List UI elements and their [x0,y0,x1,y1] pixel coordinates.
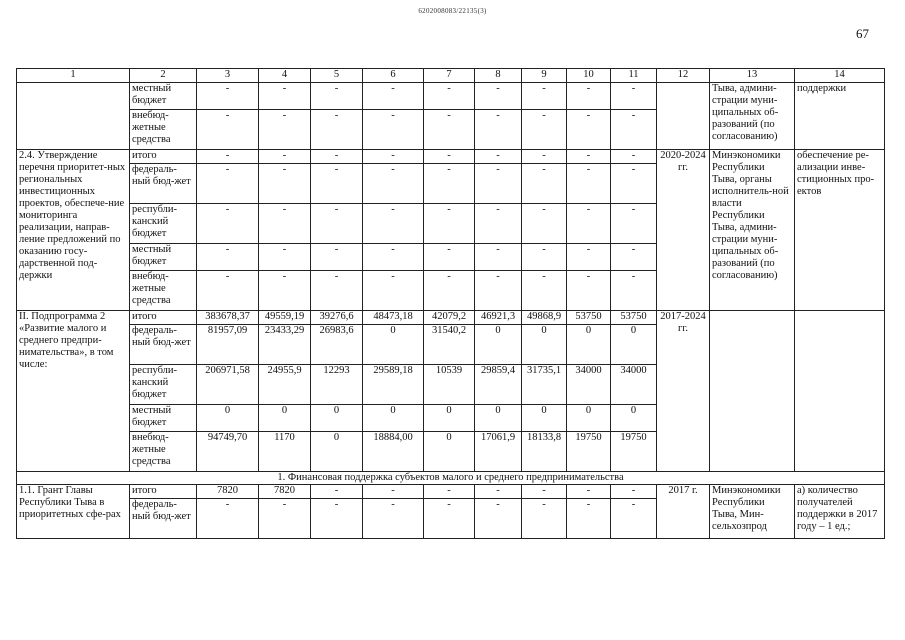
amount-cell: 49559,19 [259,311,311,325]
measure-name: 2.4. Утверждение перечня приоритет-ных региональных инвестиционных проектов, обеспече-ние мониторинга реализации, направ-ление предложений по оказанию госу-дарственной под-держки [17,150,130,311]
amount-cell: - [567,110,611,150]
amount-cell: - [363,150,424,164]
funding-source: федераль-ный бюд-жет [130,325,197,365]
section-title: 1. Финансовая поддержка субъектов малого и среднего предпринимательства [17,472,885,485]
column-number: 9 [522,69,567,83]
page-number: 67 [856,26,869,41]
amount-cell: - [522,499,567,539]
amount-cell: - [363,244,424,271]
result-cell: поддержки [795,83,885,150]
amount-cell: - [259,499,311,539]
amount-cell: - [522,271,567,311]
amount-cell: 94749,70 [197,432,259,472]
amount-cell: - [424,244,475,271]
table-row [17,311,885,325]
amount-cell: 0 [475,325,522,365]
executor-cell: Тыва, админи-страции муни-ципальных об-разований (по согласованию) [710,83,795,150]
executor-cell: Минэкономики Республики Тыва, Мин-сельхозпрод [710,485,795,539]
amount-cell: 29589,18 [363,365,424,405]
funding-source: федераль-ный бюд-жет [130,164,197,204]
amount-cell: - [259,164,311,204]
amount-cell: - [567,244,611,271]
amount-cell: - [363,83,424,110]
amount-cell: - [611,499,657,539]
amount-cell: 0 [197,405,259,432]
amount-cell: 0 [424,432,475,472]
amount-cell: - [311,83,363,110]
amount-cell: 7820 [259,485,311,499]
amount-cell: - [363,499,424,539]
amount-cell: - [311,485,363,499]
funding-source: республи-канский бюджет [130,204,197,244]
amount-cell: - [311,204,363,244]
amount-cell: 18133,8 [522,432,567,472]
amount-cell: 12293 [311,365,363,405]
amount-cell: - [363,204,424,244]
amount-cell: 1170 [259,432,311,472]
amount-cell: - [611,271,657,311]
amount-cell: - [424,499,475,539]
amount-cell: - [475,499,522,539]
table-row [17,83,885,110]
amount-cell: - [424,110,475,150]
amount-cell: 0 [522,325,567,365]
amount-cell: - [363,271,424,311]
amount-cell: - [197,83,259,110]
amount-cell: - [259,271,311,311]
amount-cell: - [259,204,311,244]
column-number: 14 [795,69,885,83]
amount-cell: - [522,110,567,150]
amount-cell: 0 [611,405,657,432]
amount-cell: 0 [363,405,424,432]
period-cell: 2017-2024 гг. [657,311,710,472]
amount-cell: - [363,164,424,204]
amount-cell: - [424,204,475,244]
amount-cell: - [311,164,363,204]
table-header-row [17,69,885,83]
column-number: 13 [710,69,795,83]
amount-cell: 23433,29 [259,325,311,365]
amount-cell: - [363,110,424,150]
funding-source: итого [130,311,197,325]
amount-cell: - [567,271,611,311]
amount-cell: - [475,204,522,244]
amount-cell: - [522,164,567,204]
measure-name: II. Подпрограмма 2 «Развитие малого и среднего предпри-нимательства», в том числе: [17,311,130,472]
amount-cell: - [424,150,475,164]
amount-cell: 18884,00 [363,432,424,472]
amount-cell: - [259,150,311,164]
amount-cell: - [522,485,567,499]
amount-cell: - [311,150,363,164]
amount-cell: 19750 [611,432,657,472]
funding-source: местный бюджет [130,244,197,271]
amount-cell: - [475,485,522,499]
amount-cell: - [311,499,363,539]
column-number: 12 [657,69,710,83]
amount-cell: 34000 [567,365,611,405]
amount-cell: 48473,18 [363,311,424,325]
column-number: 6 [363,69,424,83]
amount-cell: 42079,2 [424,311,475,325]
column-number: 5 [311,69,363,83]
amount-cell: - [567,485,611,499]
amount-cell: - [522,150,567,164]
amount-cell: 34000 [611,365,657,405]
column-number: 1 [17,69,130,83]
amount-cell: 81957,09 [197,325,259,365]
section-row [17,472,885,485]
amount-cell: 0 [311,432,363,472]
amount-cell: - [197,244,259,271]
column-number: 8 [475,69,522,83]
amount-cell: - [475,150,522,164]
amount-cell: - [611,83,657,110]
amount-cell: 0 [567,405,611,432]
amount-cell: 206971,58 [197,365,259,405]
amount-cell: 17061,9 [475,432,522,472]
amount-cell: - [197,150,259,164]
table-row [17,485,885,499]
funding-source: внебюд-жетные средства [130,432,197,472]
amount-cell: 39276,6 [311,311,363,325]
amount-cell: - [311,110,363,150]
amount-cell: 24955,9 [259,365,311,405]
amount-cell: 10539 [424,365,475,405]
column-number: 10 [567,69,611,83]
result-cell: а) количество получателей поддержки в 2017 году – 1 ед.; [795,485,885,539]
table-row [17,150,885,164]
amount-cell: - [475,110,522,150]
period-cell [657,83,710,150]
amount-cell: - [424,485,475,499]
amount-cell: - [363,485,424,499]
funding-source: внебюд-жетные средства [130,271,197,311]
amount-cell: - [475,244,522,271]
amount-cell: 49868,9 [522,311,567,325]
amount-cell: - [522,83,567,110]
amount-cell: - [424,83,475,110]
executor-cell: Минэкономики Республики Тыва, органы исполнитель-ной власти Республики Тыва, админи-страции муни-ципальных об-разований (по согласованию) [710,150,795,311]
amount-cell: 29859,4 [475,365,522,405]
funding-source: местный бюджет [130,83,197,110]
amount-cell: 0 [259,405,311,432]
result-cell [795,311,885,472]
amount-cell: 383678,37 [197,311,259,325]
amount-cell: 26983,6 [311,325,363,365]
funding-source: итого [130,150,197,164]
amount-cell: 0 [311,405,363,432]
document-id: 6202008083/22135(3) [418,7,487,15]
column-number: 3 [197,69,259,83]
amount-cell: 53750 [611,311,657,325]
column-number: 7 [424,69,475,83]
funding-source: республи-канский бюджет [130,365,197,405]
period-cell: 2017 г. [657,485,710,539]
amount-cell: - [311,244,363,271]
amount-cell: - [259,244,311,271]
funding-source: внебюд-жетные средства [130,110,197,150]
result-cell: обеспечение ре-ализации инве-стиционных про-ектов [795,150,885,311]
measure-name [17,83,130,150]
amount-cell: - [611,204,657,244]
amount-cell: - [611,244,657,271]
amount-cell: 31735,1 [522,365,567,405]
period-cell: 2020-2024 гг. [657,150,710,311]
amount-cell: - [567,150,611,164]
column-number: 11 [611,69,657,83]
amount-cell: - [522,204,567,244]
amount-cell: - [567,83,611,110]
amount-cell: - [197,271,259,311]
column-number: 2 [130,69,197,83]
amount-cell: 0 [475,405,522,432]
funding-source: федераль-ный бюд-жет [130,499,197,539]
amount-cell: - [259,83,311,110]
amount-cell: - [259,110,311,150]
amount-cell: - [424,164,475,204]
column-number: 4 [259,69,311,83]
amount-cell: - [475,164,522,204]
amount-cell: - [611,164,657,204]
amount-cell: 0 [424,405,475,432]
amount-cell: - [611,485,657,499]
amount-cell: 46921,3 [475,311,522,325]
amount-cell: 0 [567,325,611,365]
amount-cell: - [522,244,567,271]
amount-cell: - [611,150,657,164]
amount-cell: - [567,499,611,539]
amount-cell: - [475,271,522,311]
amount-cell: - [197,110,259,150]
amount-cell: - [197,204,259,244]
executor-cell [710,311,795,472]
amount-cell: 0 [611,325,657,365]
amount-cell: 19750 [567,432,611,472]
funding-source: итого [130,485,197,499]
amount-cell: 31540,2 [424,325,475,365]
amount-cell: - [197,499,259,539]
budget-table [16,68,885,539]
measure-name: 1.1. Грант Главы Республики Тыва в приоритетных сфе-рах [17,485,130,539]
funding-source: местный бюджет [130,405,197,432]
amount-cell: 7820 [197,485,259,499]
amount-cell: - [567,204,611,244]
amount-cell: - [424,271,475,311]
amount-cell: 53750 [567,311,611,325]
amount-cell: - [611,110,657,150]
amount-cell: 0 [522,405,567,432]
amount-cell: - [197,164,259,204]
amount-cell: - [475,83,522,110]
amount-cell: - [311,271,363,311]
amount-cell: - [567,164,611,204]
amount-cell: 0 [363,325,424,365]
